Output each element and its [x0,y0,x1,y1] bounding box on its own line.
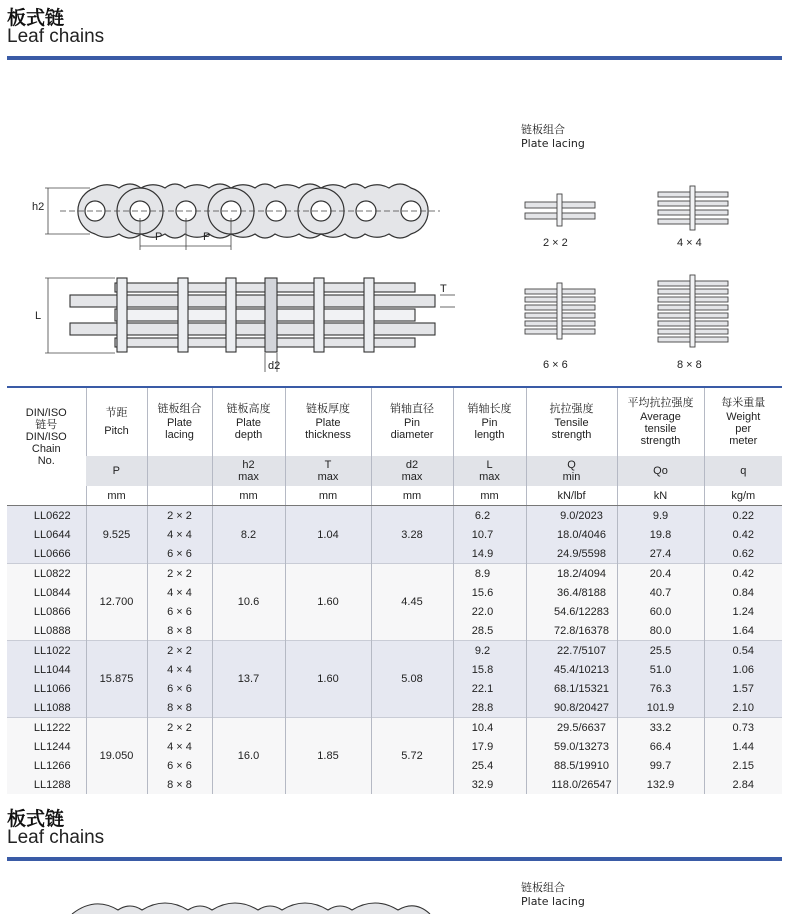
cell-pin-length: 15.8 [453,660,526,679]
cell-chain-no: LL0866 [7,602,86,621]
cell-average-tensile: 19.8 [617,525,704,544]
label-length: L [35,310,42,322]
cell-plate-lacing: 2 × 2 [147,641,212,661]
cell-plate-depth: 8.2 [212,506,285,564]
cell-pin-length: 6.2 [453,506,526,526]
cell-plate-lacing: 2 × 2 [147,506,212,526]
row-group [7,506,782,564]
table-row [7,718,782,738]
symbol-l: L max [453,456,526,486]
cell-plate-depth: 10.6 [212,564,285,641]
row-group [7,641,782,718]
cell-average-tensile: 9.9 [617,506,704,526]
header-plate-depth: 链板高度 Plate depth [212,387,285,456]
cell-average-tensile: 132.9 [617,775,704,794]
cell-average-tensile: 60.0 [617,602,704,621]
unit-chain [7,486,86,506]
section2-rule [7,857,782,861]
lacing-label-6x6: 6 × 6 [543,359,568,371]
cell-average-tensile: 99.7 [617,756,704,775]
cell-pin-diameter: 3.28 [371,506,453,564]
table-row [7,564,782,584]
cell-tensile-strength: 88.5/19910 [526,756,617,775]
cell-chain-no: LL1044 [7,660,86,679]
cell-weight: 1.44 [704,737,782,756]
table-row [7,506,782,526]
cell-pin-length: 22.0 [453,602,526,621]
cell-average-tensile: 51.0 [617,660,704,679]
cell-pitch: 12.700 [86,564,147,641]
cell-tensile-strength: 59.0/13273 [526,737,617,756]
symbol-q: Q min [526,456,617,486]
section2-title-en: Leaf chains [7,827,105,848]
cell-pin-diameter: 5.72 [371,718,453,795]
cell-pin-length: 8.9 [453,564,526,584]
cell-tensile-strength: 9.0/2023 [526,506,617,526]
cell-tensile-strength: 45.4/10213 [526,660,617,679]
cell-chain-no: LL0822 [7,564,86,584]
chain-top-view [70,278,435,352]
row-group [7,718,782,795]
lacing-label-4x4: 4 × 4 [677,237,702,249]
leaf-chain-spec-table [7,386,782,794]
cell-chain-no: LL1022 [7,641,86,661]
header-average-tensile-strength: 平均抗拉强度 Average tensile strength [617,387,704,456]
cell-average-tensile: 33.2 [617,718,704,738]
cell-pin-length: 28.5 [453,621,526,641]
cell-chain-no: LL0888 [7,621,86,641]
cell-tensile-strength: 18.0/4046 [526,525,617,544]
section-title-cn: 板式链 [7,7,65,29]
lacing-8x8 [658,275,728,347]
lacing-label-2x2: 2 × 2 [543,237,568,249]
lacing-6x6 [525,283,595,339]
cell-pin-length: 9.2 [453,641,526,661]
cell-average-tensile: 66.4 [617,737,704,756]
cell-chain-no: LL0644 [7,525,86,544]
cell-plate-lacing: 6 × 6 [147,756,212,775]
label-pitch-1: P [155,231,163,243]
cell-average-tensile: 80.0 [617,621,704,641]
symbol-lacing [147,456,212,486]
cell-plate-lacing: 8 × 8 [147,775,212,794]
cell-plate-thickness: 1.60 [285,641,371,718]
header-pitch: 节距 Pitch [86,387,147,456]
lacing-caption-cn: 链板组合 [521,123,565,136]
header-chain-no: DIN/ISO 链号 DIN/ISO Chain No. [7,387,86,486]
label-pitch-2: P [203,231,211,243]
unit-qo: kN [617,486,704,506]
header-pin-diameter: 销轴直径 Pin diameter [371,387,453,456]
cell-tensile-strength: 36.4/8188 [526,583,617,602]
section2-title-cn: 板式链 [7,808,65,830]
cell-plate-lacing: 2 × 2 [147,718,212,738]
cell-pitch: 9.525 [86,506,147,564]
unit-q: kN/lbf [526,486,617,506]
cell-plate-lacing: 2 × 2 [147,564,212,584]
cell-pitch: 19.050 [86,718,147,795]
header-plate-lacing: 链板组合 Plate lacing [147,387,212,456]
cell-weight: 2.84 [704,775,782,794]
lacing-label-8x8: 8 × 8 [677,359,702,371]
cell-chain-no: LL0844 [7,583,86,602]
cell-chain-no: LL1088 [7,698,86,718]
cell-tensile-strength: 22.7/5107 [526,641,617,661]
cell-plate-lacing: 6 × 6 [147,544,212,564]
cell-average-tensile: 25.5 [617,641,704,661]
unit-w: kg/m [704,486,782,506]
header-pin-length: 销轴长度 Pin length [453,387,526,456]
cell-average-tensile: 27.4 [617,544,704,564]
symbol-w: q [704,456,782,486]
unit-p: mm [86,486,147,506]
header-weight-per-meter: 每米重量 Weight per meter [704,387,782,456]
cell-pin-length: 28.8 [453,698,526,718]
cell-pin-length: 32.9 [453,775,526,794]
label-h2: h2 [32,201,45,213]
cell-weight: 1.57 [704,679,782,698]
cell-pin-diameter: 4.45 [371,564,453,641]
cell-plate-depth: 16.0 [212,718,285,795]
header-tensile-strength: 抗拉强度 Tensile strength [526,387,617,456]
symbol-p: P [86,456,147,486]
label-thickness: T [440,283,447,295]
cell-weight: 1.64 [704,621,782,641]
cell-weight: 0.42 [704,525,782,544]
cell-weight: 1.24 [704,602,782,621]
cell-average-tensile: 40.7 [617,583,704,602]
cell-plate-depth: 13.7 [212,641,285,718]
cell-tensile-strength: 118.0/26547 [526,775,617,794]
lacing-2x2 [525,194,595,226]
lacing-4x4 [658,186,728,230]
section2-chain-preview [0,896,470,914]
cell-tensile-strength: 29.5/6637 [526,718,617,738]
cell-pin-length: 17.9 [453,737,526,756]
cell-plate-lacing: 4 × 4 [147,660,212,679]
cell-pin-length: 15.6 [453,583,526,602]
cell-weight: 2.15 [704,756,782,775]
unit-h2: mm [212,486,285,506]
row-group [7,564,782,641]
unit-l: mm [453,486,526,506]
lacing-caption [521,123,585,151]
symbol-h2: h2 max [212,456,285,486]
cell-plate-thickness: 1.60 [285,564,371,641]
table-row [7,641,782,661]
section2-lacing-caption: 链板组合 Plate lacing [521,881,585,908]
symbol-qo: Qo [617,456,704,486]
cell-pin-diameter: 5.08 [371,641,453,718]
label-d2: d2 [268,360,281,372]
cell-pin-length: 22.1 [453,679,526,698]
cell-chain-no: LL0622 [7,506,86,526]
cell-weight: 0.73 [704,718,782,738]
chain-side-view-diagram [0,150,470,380]
cell-plate-lacing: 4 × 4 [147,525,212,544]
cell-pin-length: 25.4 [453,756,526,775]
cell-plate-lacing: 8 × 8 [147,698,212,718]
unit-lacing [147,486,212,506]
cell-plate-lacing: 8 × 8 [147,621,212,641]
lacing-caption-en: Plate lacing [521,137,585,150]
cell-tensile-strength: 68.1/15321 [526,679,617,698]
unit-t: mm [285,486,371,506]
symbol-d2: d2 max [371,456,453,486]
cell-average-tensile: 101.9 [617,698,704,718]
cell-weight: 1.06 [704,660,782,679]
cell-chain-no: LL1244 [7,737,86,756]
cell-tensile-strength: 18.2/4094 [526,564,617,584]
lacing-diagrams [510,180,750,350]
section-title-en: Leaf chains [7,26,105,47]
cell-weight: 0.42 [704,564,782,584]
cell-pitch: 15.875 [86,641,147,718]
header-plate-thickness: 链板厚度 Plate thickness [285,387,371,456]
cell-plate-lacing: 6 × 6 [147,679,212,698]
cell-pin-length: 10.7 [453,525,526,544]
cell-plate-lacing: 6 × 6 [147,602,212,621]
cell-chain-no: LL1222 [7,718,86,738]
section-rule [7,56,782,60]
cell-weight: 0.54 [704,641,782,661]
cell-pin-length: 10.4 [453,718,526,738]
cell-chain-no: LL1266 [7,756,86,775]
cell-tensile-strength: 72.8/16378 [526,621,617,641]
cell-average-tensile: 20.4 [617,564,704,584]
cell-plate-thickness: 1.04 [285,506,371,564]
symbol-t: T max [285,456,371,486]
cell-weight: 2.10 [704,698,782,718]
cell-plate-thickness: 1.85 [285,718,371,795]
cell-chain-no: LL1288 [7,775,86,794]
cell-tensile-strength: 54.6/12283 [526,602,617,621]
cell-weight: 0.22 [704,506,782,526]
cell-chain-no: LL0666 [7,544,86,564]
cell-average-tensile: 76.3 [617,679,704,698]
cell-weight: 0.84 [704,583,782,602]
cell-weight: 0.62 [704,544,782,564]
cell-plate-lacing: 4 × 4 [147,583,212,602]
cell-chain-no: LL1066 [7,679,86,698]
cell-tensile-strength: 24.9/5598 [526,544,617,564]
cell-pin-length: 14.9 [453,544,526,564]
cell-tensile-strength: 90.8/20427 [526,698,617,718]
unit-d2: mm [371,486,453,506]
cell-plate-lacing: 4 × 4 [147,737,212,756]
